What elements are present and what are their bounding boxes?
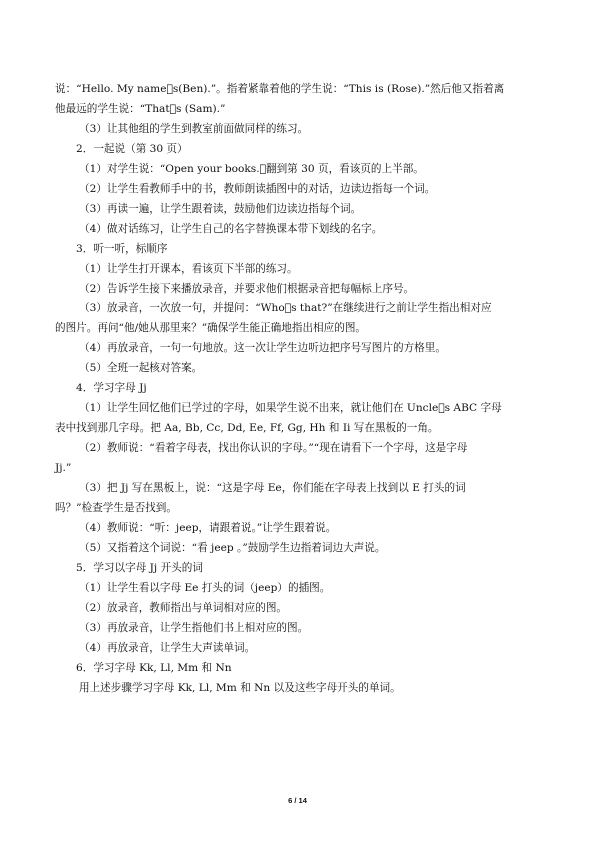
text-line: 6．学习字母 Kk, Ll, Mm 和 Nn bbox=[76, 661, 232, 674]
text-line: 吗？”检查学生是否找到。 bbox=[55, 502, 177, 515]
text-line: （1）对学生说：“Open your books.⃞翻到第 30 页，看该页的上半部。 bbox=[79, 162, 424, 175]
text-line: （4）做对话练习，让学生自己的名字替换课本带下划线的名字。 bbox=[79, 222, 383, 235]
text-line: 2．一起说（第 30 页） bbox=[76, 142, 188, 155]
text-line: 3．听一听，标顺序 bbox=[76, 242, 168, 255]
text-line: （5）全班一起核对答案。 bbox=[79, 362, 203, 375]
text-line: （4）教师说：“听：jeep，请跟着说。”让学生跟着说。 bbox=[79, 521, 337, 534]
text-line: （2）放录音，教师指出与单词相对应的图。 bbox=[79, 601, 288, 614]
text-line: 说：“Hello. My name⃞s(Ben).”。指着紧靠着他的学生说：“This is (Rose).”然后他又指着离 bbox=[55, 83, 505, 95]
body-text bbox=[55, 80, 543, 699]
text-line: （2）让学生看教师手中的书，教师朗读插图中的对话，边读边指每一个词。 bbox=[79, 182, 436, 195]
text-line: （1）让学生回忆他们已学过的字母，如果学生说不出来，就让他们在 Uncle⃞s ABC 字母 bbox=[79, 402, 502, 415]
text-line: 4．学习字母 Jj bbox=[76, 382, 147, 395]
page-number: 6 / 14 bbox=[288, 796, 307, 805]
text-line: 用上述步骤学习字母 Kk, Ll, Mm 和 Nn 以及这些字母开头的单词。 bbox=[79, 681, 401, 694]
text-line: 的图片。再问“他/她从那里来？”确保学生能正确地指出相应的图。 bbox=[55, 322, 367, 335]
text-line: （3）再放录音，让学生指他们书上相对应的图。 bbox=[79, 621, 309, 634]
text-line: 表中找到那几字母。把 Aa, Bb, Cc, Dd, Ee, Ff, Gg, Hh 和 Ii 写在黑板的一角。 bbox=[55, 422, 439, 435]
text-line: （4）再放录音，让学生大声读单词。 bbox=[79, 641, 256, 654]
text-line: （1）让学生打开课本，看该页下半部的练习。 bbox=[79, 262, 298, 275]
text-line: （2）告诉学生接下来播放录音，并要求他们根据录音把每幅标上序号。 bbox=[79, 282, 415, 295]
text-line: Jj.” bbox=[55, 462, 72, 475]
text-line: （2）教师说：“看着字母表，找出你认识的字母。”“现在请看下一个字母，这是字母 bbox=[79, 442, 468, 455]
text-line: 他最远的学生说：“That⃞s (Sam).” bbox=[55, 102, 226, 115]
text-line: （3）让其他组的学生到教室前面做同样的练习。 bbox=[79, 122, 309, 135]
text-line: （4）再放录音，一句一句地放。这一次让学生边听边把序号写图片的方格里。 bbox=[79, 342, 446, 355]
text-line: 5．学习以字母 Jj 开头的词 bbox=[76, 561, 203, 574]
text-line: （3）放录音，一次放一句，并提问：“Who⃞s that?”在继续进行之前让学生指出相对应 bbox=[79, 302, 492, 315]
text-line: （1）让学生看以字母 Ee 打头的词（jeep）的插图。 bbox=[79, 581, 331, 594]
text-line: （3）再读一遍，让学生跟着读，鼓励他们边读边指每个词。 bbox=[79, 202, 362, 215]
text-line: （5）又指着这个词说：“看 jeep 。”鼓励学生边指着词边大声说。 bbox=[79, 541, 386, 554]
text-line: （3）把 Jj 写在黑板上，说：“这是字母 Ee，你们能在字母表上找到以 E 打头的词 bbox=[79, 482, 466, 495]
